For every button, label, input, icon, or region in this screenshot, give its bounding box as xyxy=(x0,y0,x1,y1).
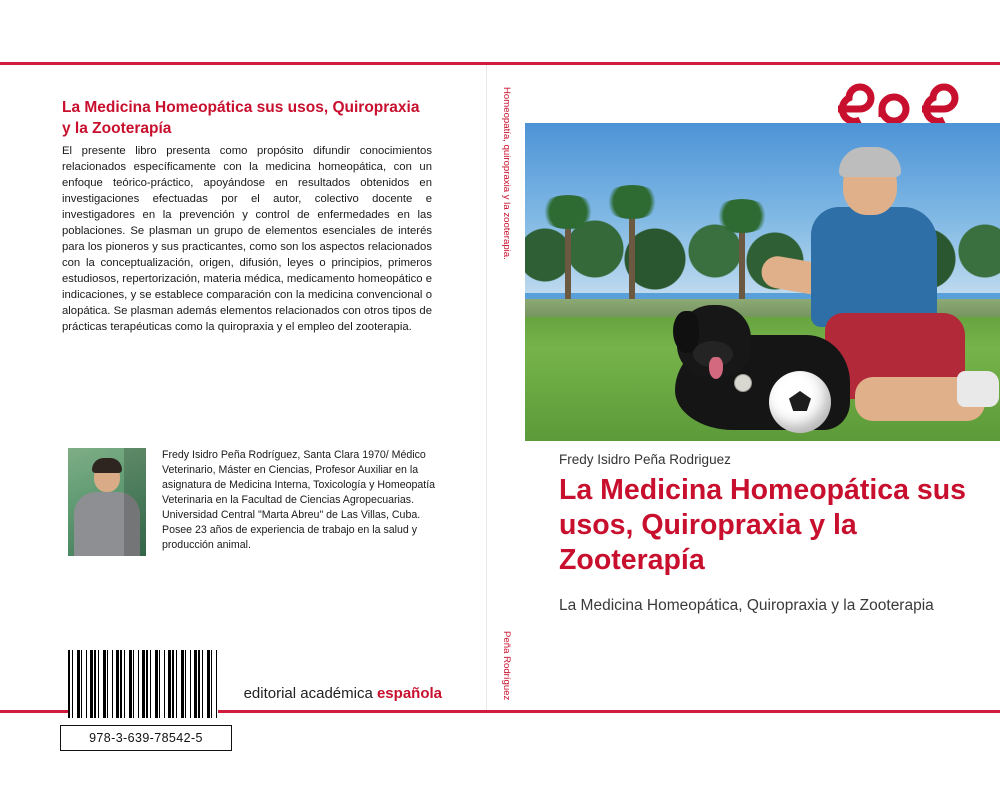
eae-logo-icon xyxy=(830,83,970,127)
spine-title: Homeopatía, quiropraxia y la zooterapia. xyxy=(501,87,512,260)
isbn-box xyxy=(60,725,232,751)
back-cover-panel xyxy=(0,65,486,745)
cover-photograph xyxy=(525,123,1000,441)
portrait-hair xyxy=(92,458,122,473)
photo-soccer-ball xyxy=(769,371,831,433)
photo-dog-tongue xyxy=(709,357,723,379)
front-cover-subtitle: La Medicina Homeopática, Quiropraxia y la Zooterapia xyxy=(559,597,934,614)
author-biography: Fredy Isidro Peña Rodríguez, Santa Clara 1970/ Médico Veterinario, Máster en Ciencias, Profesor Auxiliar en la asignatura de Medicina Interna, Toxicología y Homeopatía Veterinaria en la Facultad de Ciencias Agropecuarias. Universidad Central "Marta Abreu" de Las Villas, Cuba. Posee 23 años de experiencia de trabajo en la salud y producción animal. xyxy=(162,449,436,552)
author-portrait xyxy=(68,448,146,556)
photo-man-shirt xyxy=(811,207,937,327)
isbn-value: 978-3-639-78542-5 xyxy=(89,731,203,745)
spine-author: Peña Rodríguez xyxy=(501,630,512,700)
spine-panel xyxy=(486,65,527,710)
publisher-wordmark-back xyxy=(232,685,442,702)
palm-fronds xyxy=(539,195,597,229)
publisher-name-accent: española xyxy=(376,685,442,702)
portrait-shadow xyxy=(124,448,146,556)
publisher-name-plain: editorial académica xyxy=(243,685,377,702)
barcode-image xyxy=(68,650,218,718)
front-cover-title: La Medicina Homeopática sus usos, Quiropraxia y la Zooterapía xyxy=(559,474,967,576)
photo-man-shoe xyxy=(957,371,999,407)
front-cover-author: Fredy Isidro Peña Rodriguez xyxy=(559,452,731,467)
back-cover-blurb: El presente libro presenta como propósito difundir conocimientos relacionados específicamente con la medicina homeopática, con un enfoque teórico-práctico, apoyándose en resultados obtenidos en investigaciones efectuadas por el autor, colectivo docente e investigadores en la prevención y control de enfermedades en las poblaciones. Se plasman un grupo de elementos esenciales de interés para los pioneros y sus practicantes, como son los aspectos relacionados con la conceptualización, origen, difusión, leyes o principios, primeros estudiosos, repertorización, materia médica, medicamento homeopático e indicaciones, y se establece comparación con la medicina convencional o alopática. Se plasman además elementos relacionados con otros tipos de prácticas terapéuticas como la quiropraxia y el empleo del zooterapia. xyxy=(62,145,432,334)
photo-dog-tag xyxy=(735,375,751,391)
palm-fronds xyxy=(713,199,771,233)
back-cover-title: La Medicina Homeopática sus usos, Quiropraxia y la Zooterapía xyxy=(62,99,420,137)
palm-fronds xyxy=(603,185,661,219)
front-cover-panel xyxy=(525,65,1000,710)
